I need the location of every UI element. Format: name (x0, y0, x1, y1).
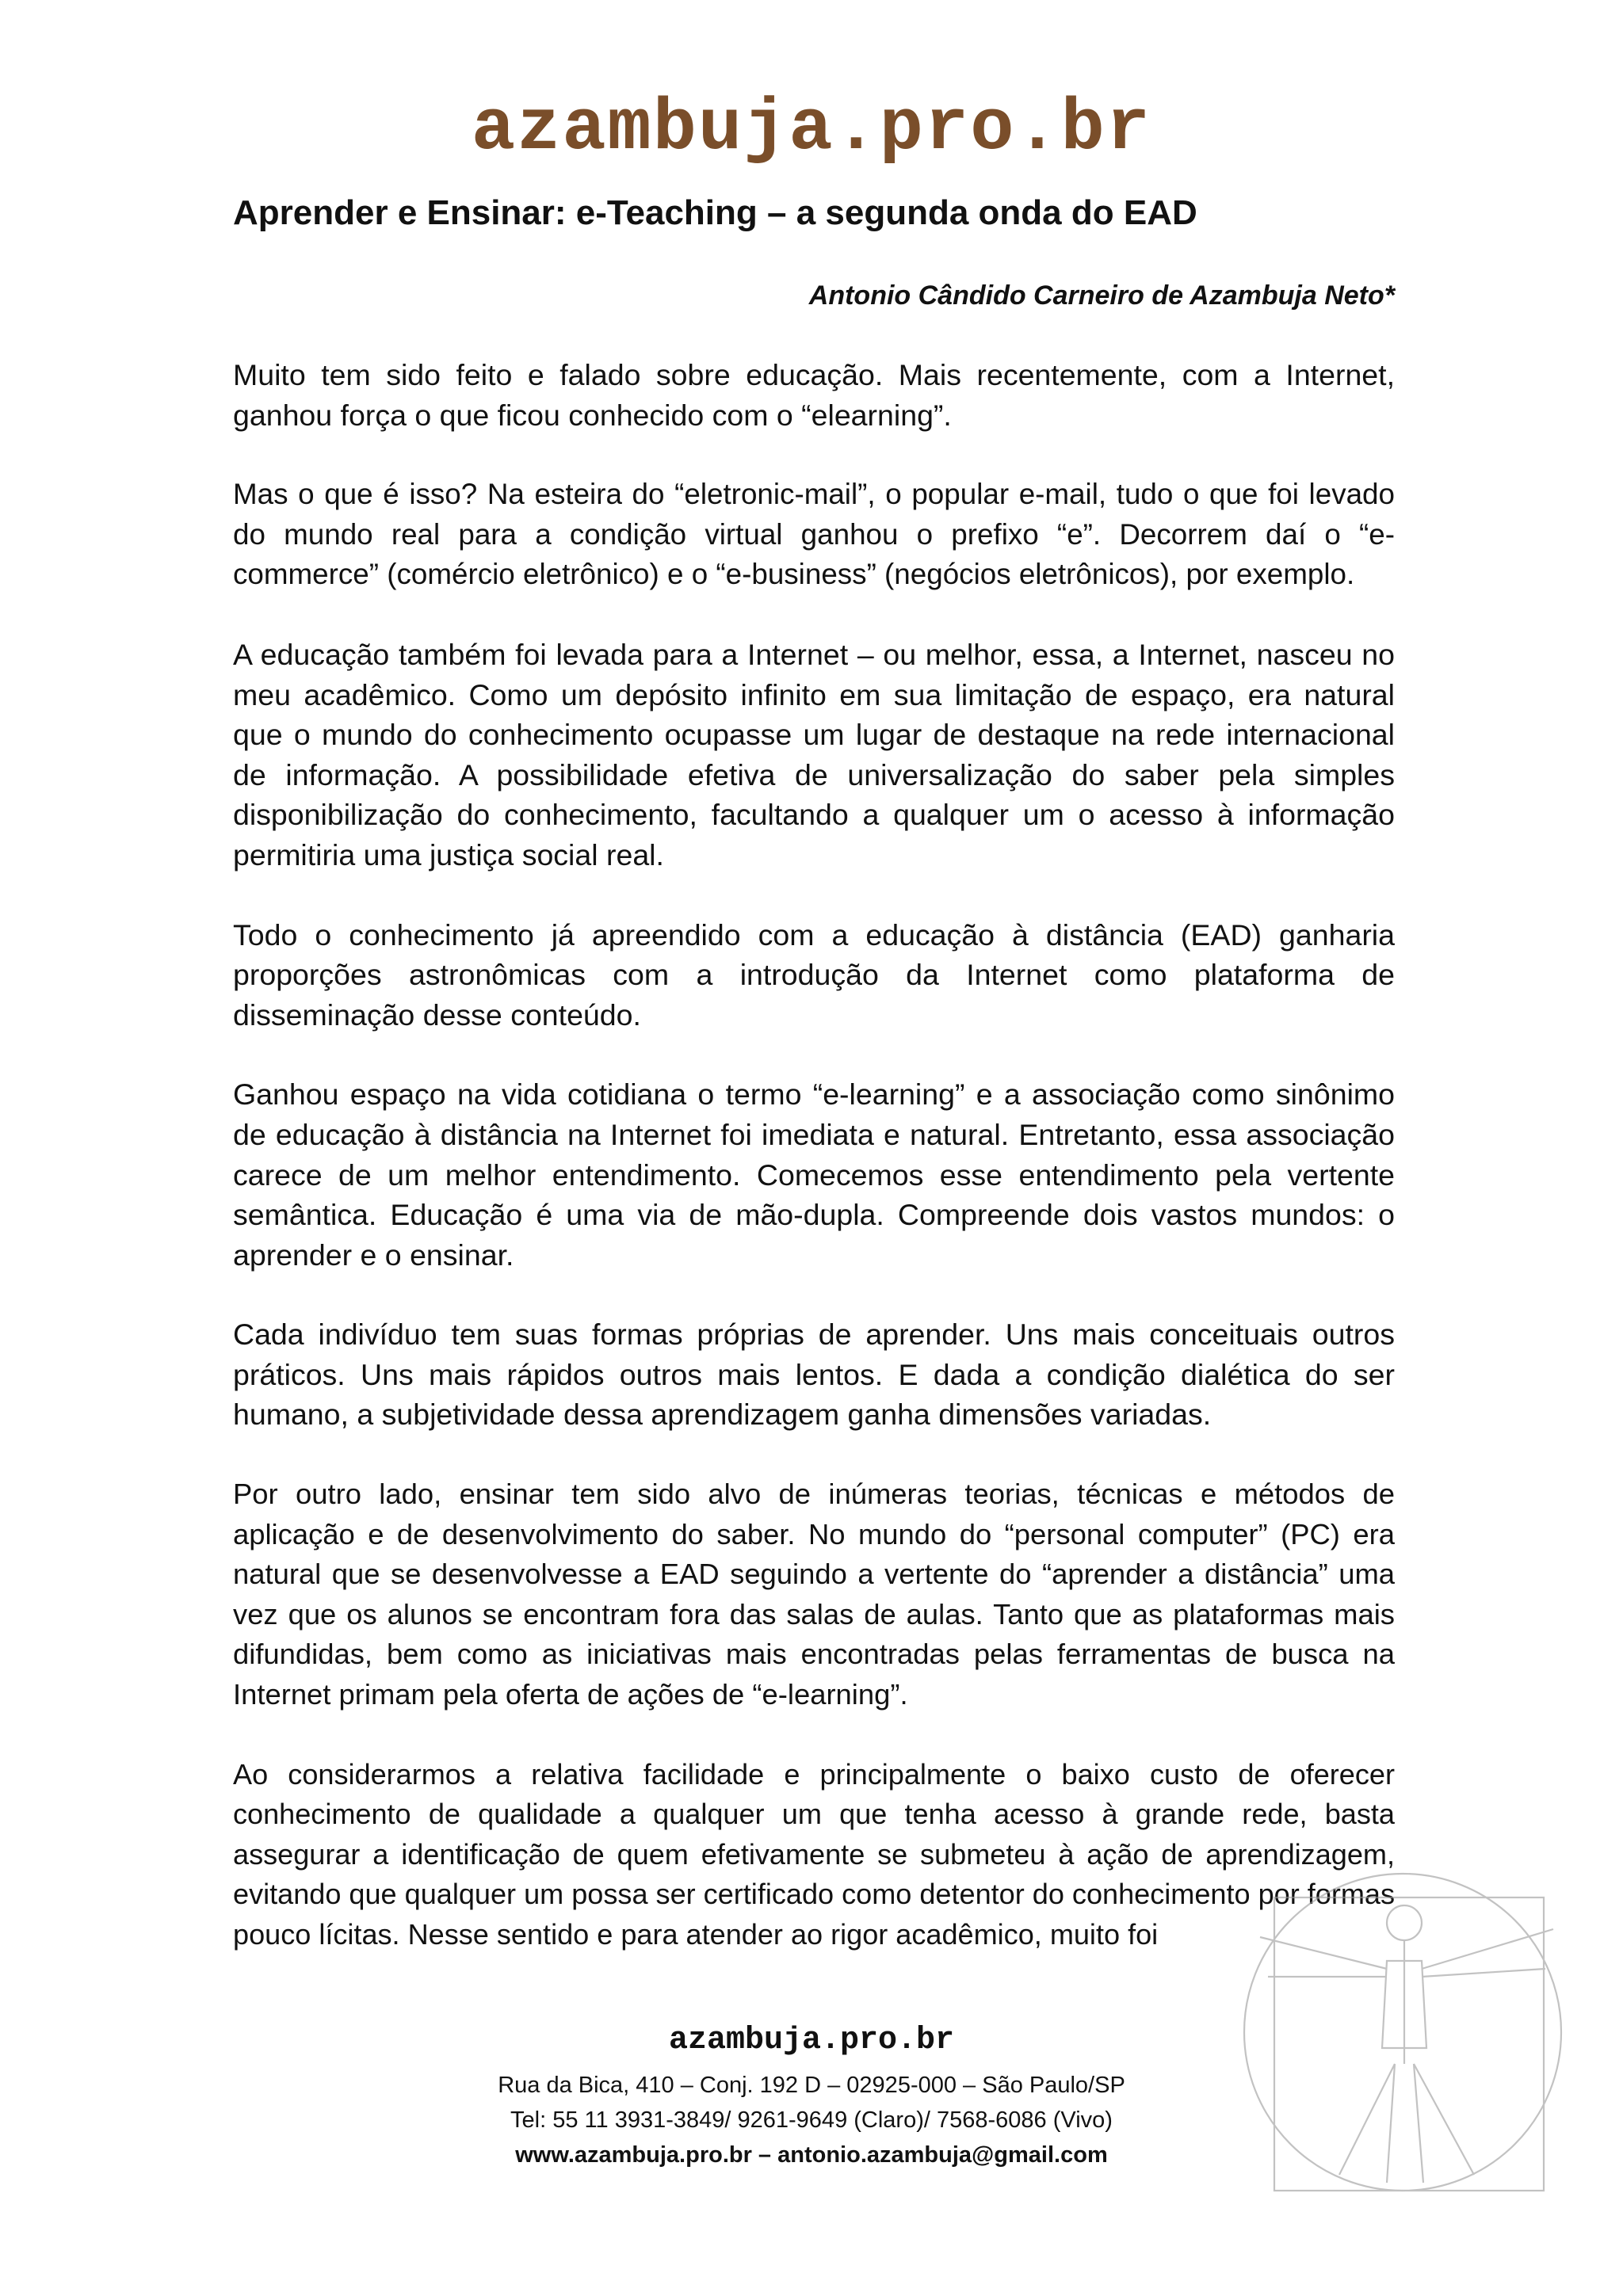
paragraph: Todo o conhecimento já apreendido com a educação à distância (EAD) ganharia proporções astronômicas com a introdução da Internet como plataforma de disseminação desse conteúdo. (233, 917, 1395, 1032)
paragraph: Cada indivíduo tem suas formas próprias de aprender. Uns mais conceituais outros práticos. Uns mais rápidos outros mais lentos. E dada a condição dialética do ser humano, a subjetividade dessa aprendizagem ganha dimensões variadas. (233, 1318, 1395, 1432)
page-footer (0, 2023, 1623, 2172)
paragraph: A educação também foi levada para a Internet – ou melhor, essa, a Internet, nasceu no meu acadêmico. Como um depósito infinito em sua limitação de espaço, era natural que o mundo do conhecimento ocupasse um lugar de destaque na rede internacional de informação. A possibilidade efetiva de universalização do saber pela simples disponibilização do conhecimento, facultando a qualquer um o acesso à informação permitiria uma justiça social real. (233, 637, 1395, 871)
footer-phones: Tel: 55 11 3931-3849/ 9261-9649 (Claro)/ 7568-6086 (Vivo) (510, 2107, 1113, 2133)
header-logo: azambuja.pro.br (471, 87, 1152, 170)
article-title: Aprender e Ensinar: e-Teaching – a segunda onda do EAD (233, 193, 1197, 232)
footer-logo: azambuja.pro.br (668, 2023, 955, 2058)
paragraph: Ao considerarmos a relativa facilidade e principalmente o baixo custo de oferecer conhecimento de qualidade a qualquer um que tenha acesso à grande rede, basta assegurar a identificação de quem efetivamente se submeteu à ação de aprendizagem, evitando que qualquer um possa ser certificado como detentor do conhecimento por formas pouco lícitas. Nesse sentido e para atender ao rigor acadêmico, muito foi (233, 1757, 1396, 1951)
paragraph: Por outro lado, ensinar tem sido alvo de inúmeras teorias, técnicas e métodos de aplicação e de desenvolvimento do saber. No mundo do “personal computer” (PC) era natural que se desenvolvesse a EAD seguindo a vertente do “aprender a distância” uma vez que os alunos se encontram fora das salas de aulas. Tanto que as plataformas mais difundidas, bem como as iniciativas mais encontradas pelas ferramentas de busca na Internet primam pela oferta de ações de “e-learning”. (233, 1478, 1395, 1711)
paragraph: Muito tem sido feito e falado sobre educação. Mais recentemente, com a Internet, ganhou força o que ficou conhecido com o “elearning”. (233, 358, 1395, 432)
article-body (233, 355, 1395, 1995)
paragraph: Mas o que é isso? Na esteira do “eletronic-mail”, o popular e-mail, tudo o que foi levado do mundo real para a condição virtual ganhou o prefixo “e”. Decorrem daí o “e-commerce” (comércio eletrônico) e o “e-business” (negócios eletrônicos), por exemplo. (233, 478, 1395, 591)
footer-address: Rua da Bica, 410 – Conj. 192 D – 02925-000 – São Paulo/SP (498, 2073, 1125, 2098)
article-author: Antonio Cândido Carneiro de Azambuja Neto* (808, 280, 1395, 311)
footer-contact-links[interactable]: www.azambuja.pro.br – antonio.azambuja@gmail.com (515, 2142, 1108, 2168)
paragraph: Ganhou espaço na vida cotidiana o termo “e-learning” e a associação como sinônimo de educação à distância na Internet foi imediata e natural. Entretanto, essa associação carece de um melhor entendimento. Comecemos esse entendimento pela vertente semântica. Educação é uma via de mão-dupla. Compreende dois vastos mundos: o aprender e o ensinar. (233, 1077, 1395, 1272)
